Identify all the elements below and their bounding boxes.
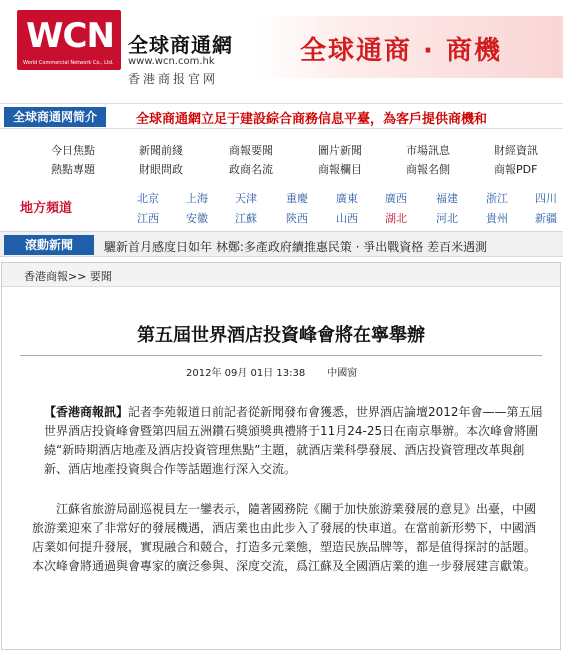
logo-subtitle: World Commercial Network Co., Ltd. bbox=[23, 60, 114, 66]
city-link[interactable]: 安徽 bbox=[186, 212, 208, 225]
nav-item[interactable]: 財經資訊 bbox=[494, 144, 538, 157]
city-link[interactable]: 重慶 bbox=[286, 192, 308, 205]
article-lead: 【香港商報訊】 bbox=[44, 405, 129, 419]
city-link[interactable]: 江蘇 bbox=[235, 212, 257, 225]
nav-item[interactable]: 市場訊息 bbox=[406, 144, 450, 157]
breadcrumb-text[interactable]: 香港商報>> 要聞 bbox=[24, 270, 112, 283]
city-link[interactable]: 新疆 bbox=[535, 212, 557, 225]
nav-item[interactable]: 熱點專題 bbox=[51, 163, 95, 176]
city-link[interactable]: 江西 bbox=[137, 212, 159, 225]
ticker-text[interactable]: 驪新首月感度日如年 林鄭:多產政府續推惠民策 · 爭出戰資格 差百米遇測 bbox=[104, 240, 488, 254]
city-link[interactable]: 山西 bbox=[336, 212, 358, 225]
main-nav bbox=[0, 142, 563, 180]
nav-item[interactable]: 商報欄目 bbox=[318, 163, 362, 176]
nav-row-1 bbox=[0, 142, 563, 161]
site-logo[interactable] bbox=[17, 10, 121, 70]
intro-bar bbox=[0, 103, 563, 129]
article-meta bbox=[186, 364, 357, 379]
nav-item[interactable]: 商報名側 bbox=[406, 163, 450, 176]
nav-item[interactable]: 新聞前綫 bbox=[139, 144, 183, 157]
nav-item[interactable]: 政商名流 bbox=[229, 163, 273, 176]
article-source: 中國窗 bbox=[327, 368, 358, 379]
article-date: 2012年 09月 01日 13:38 bbox=[186, 368, 306, 379]
city-link[interactable]: 北京 bbox=[137, 192, 159, 205]
nav-item[interactable]: 圖片新聞 bbox=[318, 144, 362, 157]
breadcrumb bbox=[2, 263, 560, 287]
city-link[interactable]: 四川 bbox=[535, 192, 557, 205]
nav-item[interactable]: 商報要聞 bbox=[229, 144, 273, 157]
city-link[interactable]: 天津 bbox=[235, 192, 257, 205]
article-title: 第五屆世界酒店投資峰會將在寧舉辦 bbox=[137, 325, 425, 346]
intro-text: 全球商通網立足于建設綜合商務信息平臺，為客戶提供商機和 bbox=[136, 112, 488, 127]
region-label: 地方頻道 bbox=[20, 201, 73, 216]
article-paragraph-1 bbox=[44, 403, 544, 479]
city-link[interactable]: 廣東 bbox=[336, 192, 358, 205]
logo-text: WCN bbox=[26, 16, 114, 56]
city-link[interactable]: 福建 bbox=[436, 192, 458, 205]
nav-item[interactable]: 今日焦點 bbox=[51, 144, 95, 157]
slogan-text: 全球通商 · 商機 bbox=[300, 36, 502, 66]
title-divider bbox=[20, 355, 542, 356]
city-link[interactable]: 廣西 bbox=[385, 192, 407, 205]
nav-item[interactable]: 財眼問政 bbox=[139, 163, 183, 176]
city-link[interactable]: 湖北 bbox=[385, 212, 407, 225]
news-ticker bbox=[0, 231, 563, 257]
city-link[interactable]: 貴州 bbox=[486, 212, 508, 225]
brand-subtitle: 香港商报官网 bbox=[128, 72, 219, 86]
brand-url: www.wcn.com.hk bbox=[128, 56, 215, 67]
brand-name: 全球商通網 bbox=[128, 33, 233, 57]
nav-item[interactable]: 商報PDF bbox=[494, 163, 538, 176]
article-frame bbox=[1, 262, 561, 650]
city-link[interactable]: 河北 bbox=[436, 212, 458, 225]
nav-row-2 bbox=[0, 161, 563, 180]
city-link[interactable]: 陝西 bbox=[286, 212, 308, 225]
city-link[interactable]: 上海 bbox=[186, 192, 208, 205]
ticker-label: 滾動新聞 bbox=[4, 235, 94, 255]
regional-channels bbox=[0, 187, 563, 227]
intro-label[interactable]: 全球商通网简介 bbox=[4, 107, 106, 127]
article-paragraph-1-body: 記者李苑報道日前記者從新聞發布會獲悉，世界酒店論壇2012年會——第五屆世界酒店投資峰會暨第四屆五洲鑽石獎頒獎典禮將于11月24-25日在南京舉辦。本次峰會將圍繞“新時期酒店地產及酒店投資管理焦點”主題，就酒店業科學發展、酒店投資管理改革與創新、酒店地產投資與合作等話題進行深入交流。 bbox=[44, 405, 543, 476]
article-paragraph-2: 江蘇省旅游局副巡視員左一鑾表示，隨著國務院《關于加快旅游業發展的意見》出臺，中國旅游業迎來了非常好的發展機遇，酒店業也由此步入了發展的快車道。在當前新形勢下，中國酒店業如何提升發展，實現融合和競合，打造多元業態，塑造民族品牌等，都是值得探討的話題。本次峰會將通過與會專家的廣泛參與、深度交流，爲江蘇及全國酒店業的進一步發展建言獻策。 bbox=[32, 502, 537, 573]
city-link[interactable]: 浙江 bbox=[486, 192, 508, 205]
site-header bbox=[0, 0, 563, 100]
